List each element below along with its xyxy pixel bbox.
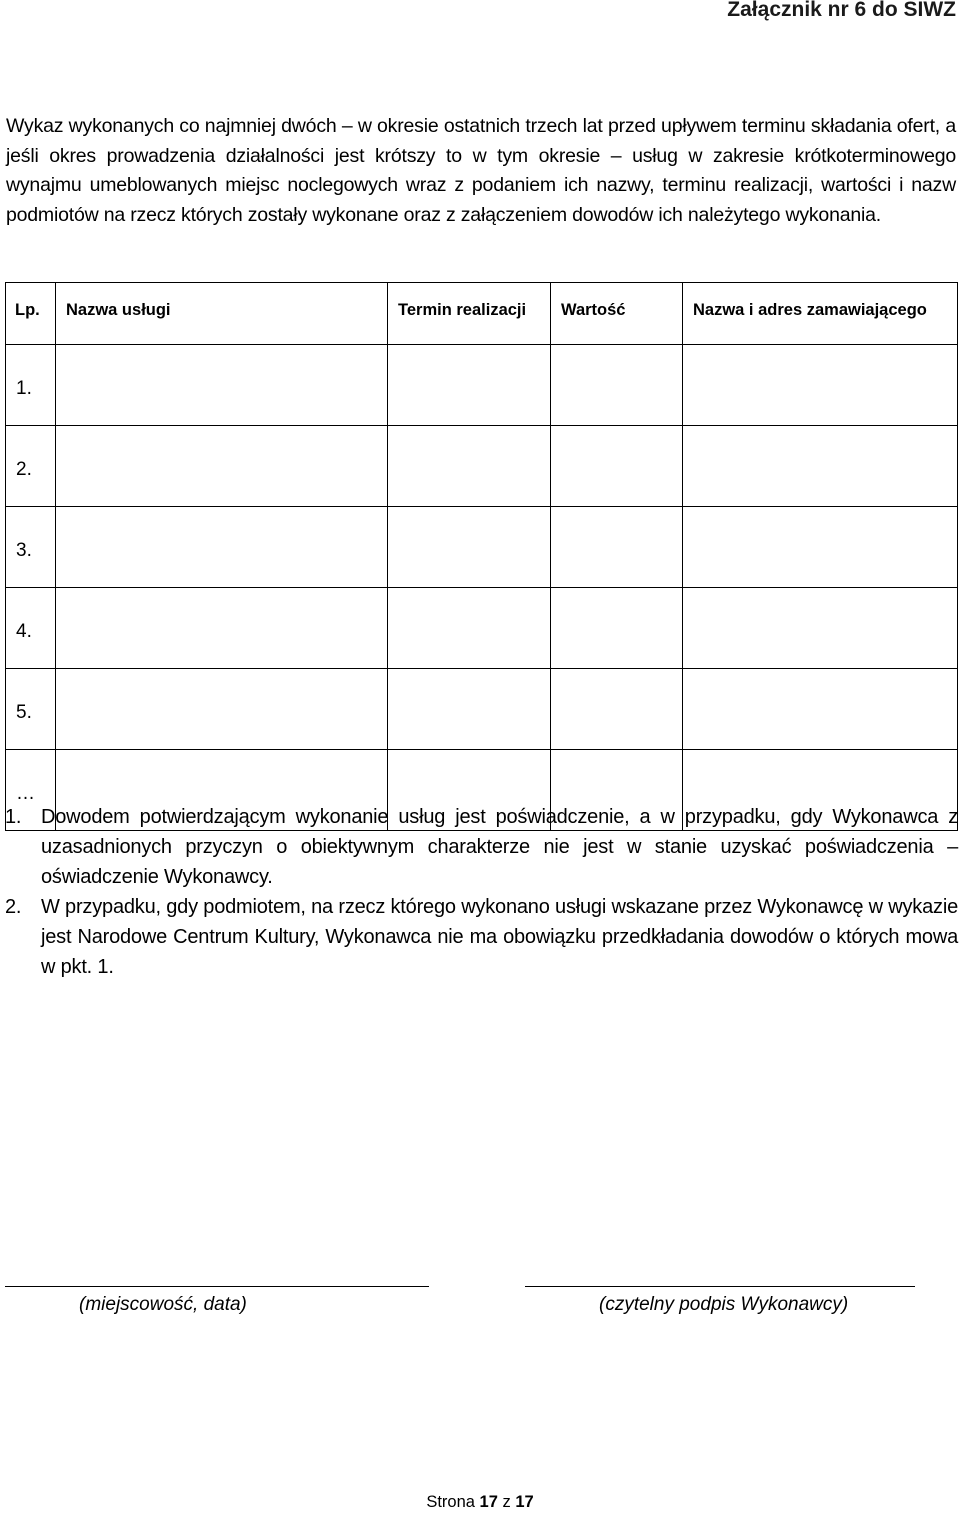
- cell-service-name[interactable]: [56, 426, 388, 507]
- cell-value[interactable]: [551, 669, 683, 750]
- place-date-line: [5, 1286, 429, 1287]
- cell-value[interactable]: [551, 426, 683, 507]
- row-number: 3.: [6, 507, 56, 588]
- notes-list: [5, 802, 958, 982]
- attachment-title: Załącznik nr 6 do SIWZ: [727, 0, 956, 21]
- col-header-service-name: Nazwa usługi: [56, 283, 388, 345]
- intro-paragraph: Wykaz wykonanych co najmniej dwóch – w okresie ostatnich trzech lat przed upływem terminu składania ofert, a jeśli okres prowadzenia działalności jest krótszy to w tym okresie – usług w zakresie krótkoterminowego wynajmu umeblowanych miejsc noclegowych wraz z podaniem ich nazwy, terminu realizacji, wartości i nazw podmiotów na rzecz których zostały wykonane oraz z załączeniem dowodów ich należytego wykonania.: [6, 115, 956, 226]
- col-header-date: Termin realizacji: [388, 283, 551, 345]
- cell-client[interactable]: [683, 588, 958, 669]
- cell-date[interactable]: [388, 426, 551, 507]
- note-number: 1.: [5, 806, 22, 828]
- page-prefix: Strona: [426, 1493, 475, 1511]
- signature-label: (czytelny podpis Wykonawcy): [599, 1294, 849, 1315]
- row-number: 2.: [6, 426, 56, 507]
- note-text: W przypadku, gdy podmiotem, na rzecz którego wykonano usługi wskazane przez Wykonawcę w wykazie jest Narodowe Centrum Kultury, Wykonawca nie ma obowiązku przedkładania dowodów o których mowa w pkt. 1.: [41, 896, 958, 978]
- cell-date[interactable]: [388, 669, 551, 750]
- cell-service-name[interactable]: [56, 588, 388, 669]
- cell-value[interactable]: [551, 507, 683, 588]
- table-row: [6, 588, 958, 669]
- note-item: [5, 802, 958, 892]
- page-footer: [0, 1493, 960, 1512]
- cell-client[interactable]: [683, 507, 958, 588]
- table-row: [6, 669, 958, 750]
- row-number: 5.: [6, 669, 56, 750]
- cell-date[interactable]: [388, 588, 551, 669]
- col-header-client: Nazwa i adres zamawiającego: [683, 283, 958, 345]
- note-item: [5, 892, 958, 982]
- cell-client[interactable]: [683, 345, 958, 426]
- page-separator: z: [502, 1493, 511, 1511]
- cell-service-name[interactable]: [56, 669, 388, 750]
- note-text: Dowodem potwierdzającym wykonanie usług jest poświadczenie, a w przypadku, gdy Wykonawca z uzasadnionych przyczyn o obiektywnym charakterze nie jest w stanie uzyskać poświadczenia – oświadczenie Wykonawcy.: [41, 806, 958, 888]
- col-header-value: Wartość: [551, 283, 683, 345]
- cell-value[interactable]: [551, 588, 683, 669]
- table-row: [6, 507, 958, 588]
- col-header-lp: Lp.: [6, 283, 56, 345]
- cell-service-name[interactable]: [56, 507, 388, 588]
- table-row: [6, 345, 958, 426]
- table-header-row: [6, 283, 958, 345]
- row-number: …: [6, 750, 56, 831]
- cell-service-name[interactable]: [56, 345, 388, 426]
- cell-client[interactable]: [683, 426, 958, 507]
- table-row: [6, 426, 958, 507]
- signature-line: [525, 1286, 915, 1287]
- cell-date[interactable]: [388, 345, 551, 426]
- cell-client[interactable]: [683, 669, 958, 750]
- row-number: 1.: [6, 345, 56, 426]
- note-number: 2.: [5, 896, 22, 918]
- page-number: 17: [479, 1493, 498, 1511]
- cell-date[interactable]: [388, 507, 551, 588]
- row-number: 4.: [6, 588, 56, 669]
- place-date-label: (miejscowość, data): [79, 1294, 247, 1315]
- cell-value[interactable]: [551, 345, 683, 426]
- page-total: 17: [515, 1493, 534, 1511]
- services-table: [5, 282, 958, 831]
